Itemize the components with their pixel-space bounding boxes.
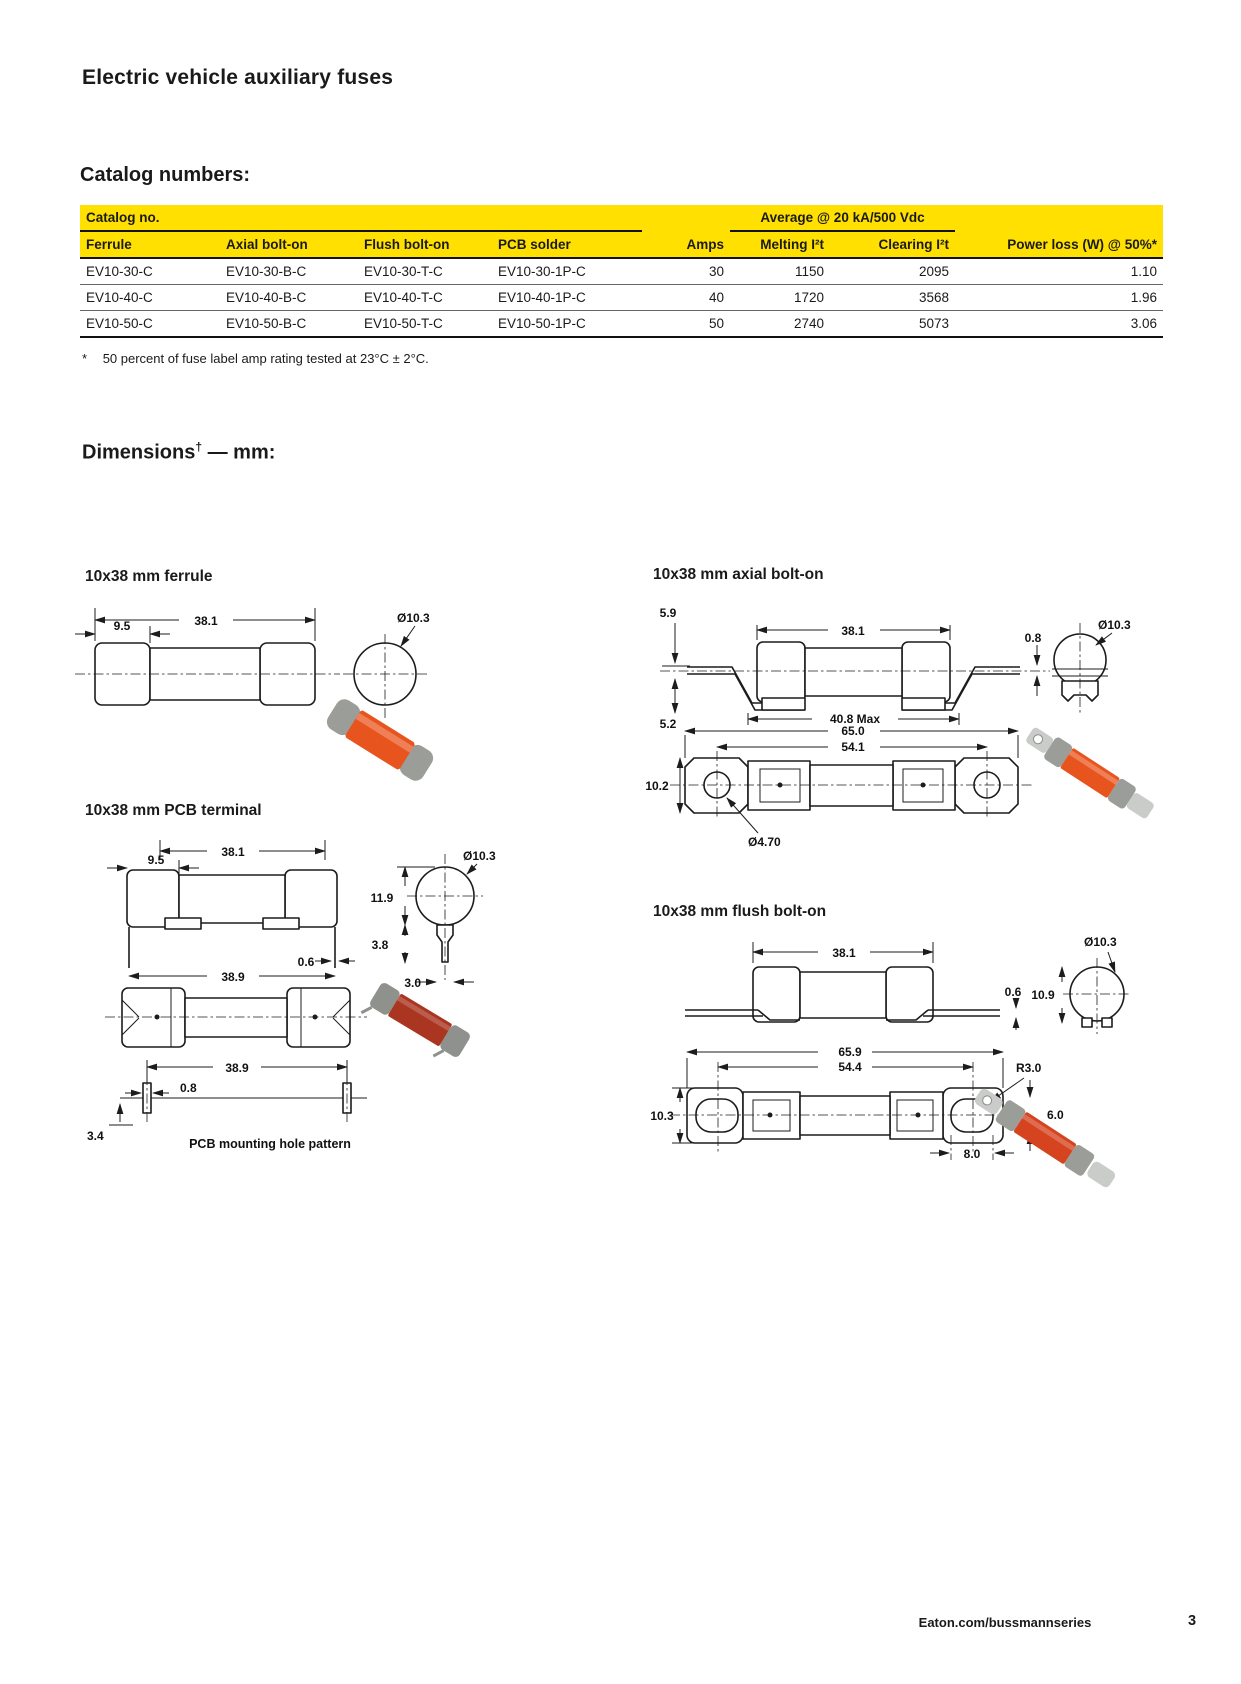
ferrule-side-view [75,608,340,705]
table-row [80,285,1163,311]
cell-power-loss: 1.96 [1130,290,1157,305]
cell-power-loss: 3.06 [1130,316,1157,331]
cell-amps: 40 [708,290,724,305]
group-header-catalog-no: Catalog no. [80,205,642,232]
dim-flush-dia: Ø10.3 [1084,935,1117,949]
axial-end-view [1052,618,1131,713]
dim-pcb-cap: 9.5 [147,853,165,867]
dim-ferrule-cap: 9.5 [113,619,131,633]
cell-flush: EV10-40-T-C [364,290,443,305]
dim-axial-body: 38.1 [841,624,865,638]
ferrule-end-view [343,611,430,718]
flush-side-view [685,942,1062,1030]
cell-flush: EV10-30-T-C [364,264,443,279]
cell-axial: EV10-40-B-C [226,290,307,305]
page-title: Electric vehicle auxiliary fuses [82,66,394,89]
cell-pcb: EV10-40-1P-C [498,290,586,305]
table-header-row [80,232,1163,259]
dimensions-heading-unit: — mm: [202,441,276,464]
dimensions-heading [82,440,275,465]
cell-power-loss: 1.10 [1130,264,1157,279]
cell-flush: EV10-50-T-C [364,316,443,331]
footnote-marker: * [82,351,88,366]
flush-end-view [1063,935,1131,1034]
axial-side-view [660,606,1050,731]
cell-melting: 2740 [793,316,824,331]
footnote-text: 50 percent of fuse label amp rating tested at 23°C ± 2°C. [102,351,429,366]
cell-axial: EV10-30-B-C [226,264,307,279]
dim-flush-height: 10.9 [1031,988,1055,1002]
section-label-flush: 10x38 mm flush bolt-on [653,903,827,920]
dim-ferrule-dia: Ø10.3 [397,611,430,625]
pcb-fuse-photo [361,980,471,1067]
section-label-axial: 10x38 mm axial bolt-on [653,566,824,583]
dim-pcb-dia: Ø10.3 [463,849,496,863]
col-header-pcb: PCB solder [498,237,571,252]
cell-ferrule: EV10-40-C [86,290,153,305]
pcb-end-view [371,849,496,990]
cell-clearing: 5073 [918,316,949,331]
dim-axial-foot: 5.2 [659,717,677,731]
dim-ferrule-overall: 38.1 [194,614,218,628]
cell-clearing: 2095 [918,264,949,279]
dim-pcb-body: 38.1 [221,845,245,859]
dim-flush-tab-thk: 0.6 [1004,985,1022,999]
cell-pcb: EV10-30-1P-C [498,264,586,279]
dim-axial-hole-dia: Ø4.70 [748,835,781,849]
col-header-flush: Flush bolt-on [364,237,450,252]
table-group-header-row [80,205,1163,232]
cell-amps: 50 [708,316,724,331]
dim-pcb-thk: 0.6 [297,955,315,969]
table-footnote [82,351,429,366]
section-label-pcb: 10x38 mm PCB terminal [85,802,262,819]
dim-flush-holes: 54.4 [838,1060,862,1074]
dim-pcb-hole-w: 0.8 [180,1081,197,1095]
col-header-power-loss: Power loss (W) @ 50%* [1007,237,1157,252]
group-header-average: Average @ 20 kA/500 Vdc [730,205,955,232]
dimensions-heading-dagger: † [195,440,203,454]
dim-axial-lead-height: 5.9 [659,606,677,620]
dim-flush-slot-h: 6.0 [1047,1108,1064,1122]
ferrule-fuse-photo [324,696,437,784]
cell-pcb: EV10-50-1P-C [498,316,586,331]
dim-pcb-pin-w: 3.0 [404,976,421,990]
dim-axial-dia: Ø10.3 [1098,618,1131,632]
dim-pcb-height: 11.9 [370,891,394,905]
dim-axial-lead-thk: 0.8 [1024,631,1042,645]
dim-flush-overall: 65.9 [838,1045,862,1059]
flush-drawing [600,930,1160,1260]
section-label-ferrule: 10x38 mm ferrule [85,568,213,585]
catalog-heading: Catalog numbers: [80,164,251,186]
col-header-axial: Axial bolt-on [226,237,308,252]
footer-page-number: 3 [1188,1613,1197,1629]
axial-bottom-view [645,724,1033,849]
dim-pcb-span: 38.9 [221,970,245,984]
col-header-clearing: Clearing I²t [878,237,949,252]
cell-melting: 1150 [794,264,824,279]
table-row [80,259,1163,285]
ferrule-drawing [75,548,495,813]
pcb-bottom-view [105,988,367,1047]
dim-axial-holes: 54.1 [841,740,865,754]
group-header-spacer [666,205,730,232]
cell-melting: 1720 [793,290,824,305]
dim-flush-radius: R3.0 [1016,1061,1042,1075]
axial-fuse-photo [1023,723,1158,823]
cell-ferrule: EV10-30-C [86,264,153,279]
group-header-spacer-right [955,205,1163,232]
pcb-drawing [75,830,555,1165]
pcb-hole-pattern-caption: PCB mounting hole pattern [189,1137,351,1151]
cell-amps: 30 [708,264,724,279]
cell-axial: EV10-50-B-C [226,316,307,331]
col-header-melting: Melting I²t [760,237,824,252]
axial-drawing [600,545,1160,890]
dim-flush-slot-w: 8.0 [963,1147,981,1161]
dim-flush-width: 10.3 [650,1109,674,1123]
dim-pcb-hole-span: 38.9 [225,1061,249,1075]
catalog-table [80,205,1163,338]
dim-pcb-hole-h: 3.4 [87,1129,104,1143]
cell-clearing: 3568 [918,290,949,305]
col-header-amps: Amps [686,237,724,252]
dim-axial-max-len: 40.8 Max [829,712,881,726]
pcb-side-view [107,840,355,984]
dim-flush-body: 38.1 [832,946,856,960]
dim-axial-width: 10.2 [645,779,669,793]
footer-url: Eaton.com/bussmannseries [918,1615,1092,1630]
dimensions-heading-text: Dimensions [82,441,196,464]
dim-axial-overall: 65.0 [841,724,865,738]
pcb-hole-pattern [87,1060,367,1151]
col-header-ferrule: Ferrule [86,237,132,252]
table-row [80,311,1163,338]
dim-pcb-pin-len: 3.8 [371,938,389,952]
cell-ferrule: EV10-50-C [86,316,153,331]
